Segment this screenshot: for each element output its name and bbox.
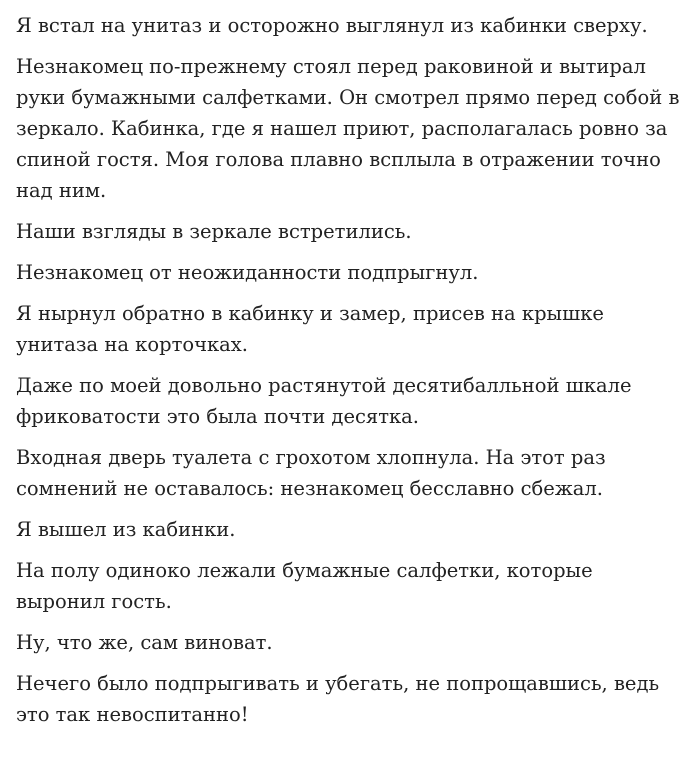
paragraph-1: Я встал на унитаз и осторожно выглянул из кабинки сверху.	[16, 14, 648, 37]
paragraph-8: Я вышел из кабинки.	[16, 518, 236, 541]
paragraph-10: Ну, что же, сам виноват.	[16, 631, 273, 654]
paragraph-9: На полу одиноко лежали бумажные салфетки, которые выронил гость.	[16, 559, 593, 613]
paragraph-4: Незнакомец от неожиданности подпрыгнул.	[16, 261, 479, 284]
paragraph-5: Я нырнул обратно в кабинку и замер, присев на крышке унитаза на корточках.	[16, 302, 604, 356]
paragraph-2: Незнакомец по-прежнему стоял перед раковиной и вытирал руки бумажными салфетками. Он смотрел прямо перед собой в зеркало. Кабинка, где я нашел приют, располагалась ровно за спиной гостя. Моя голова плавно всплыла в отражении точно над ним.	[16, 55, 680, 202]
paragraph-11: Нечего было подпрыгивать и убегать, не попрощавшись, ведь это так невоспитанно!	[16, 672, 660, 726]
paragraph-3: Наши взгляды в зеркале встретились.	[16, 220, 412, 243]
paragraph-6: Даже по моей довольно растянутой десятибалльной шкале фриковатости это была почти десятка.	[16, 374, 632, 428]
paragraph-7: Входная дверь туалета с грохотом хлопнула. На этот раз сомнений не оставалось: незнакомец бесславно сбежал.	[16, 446, 606, 500]
